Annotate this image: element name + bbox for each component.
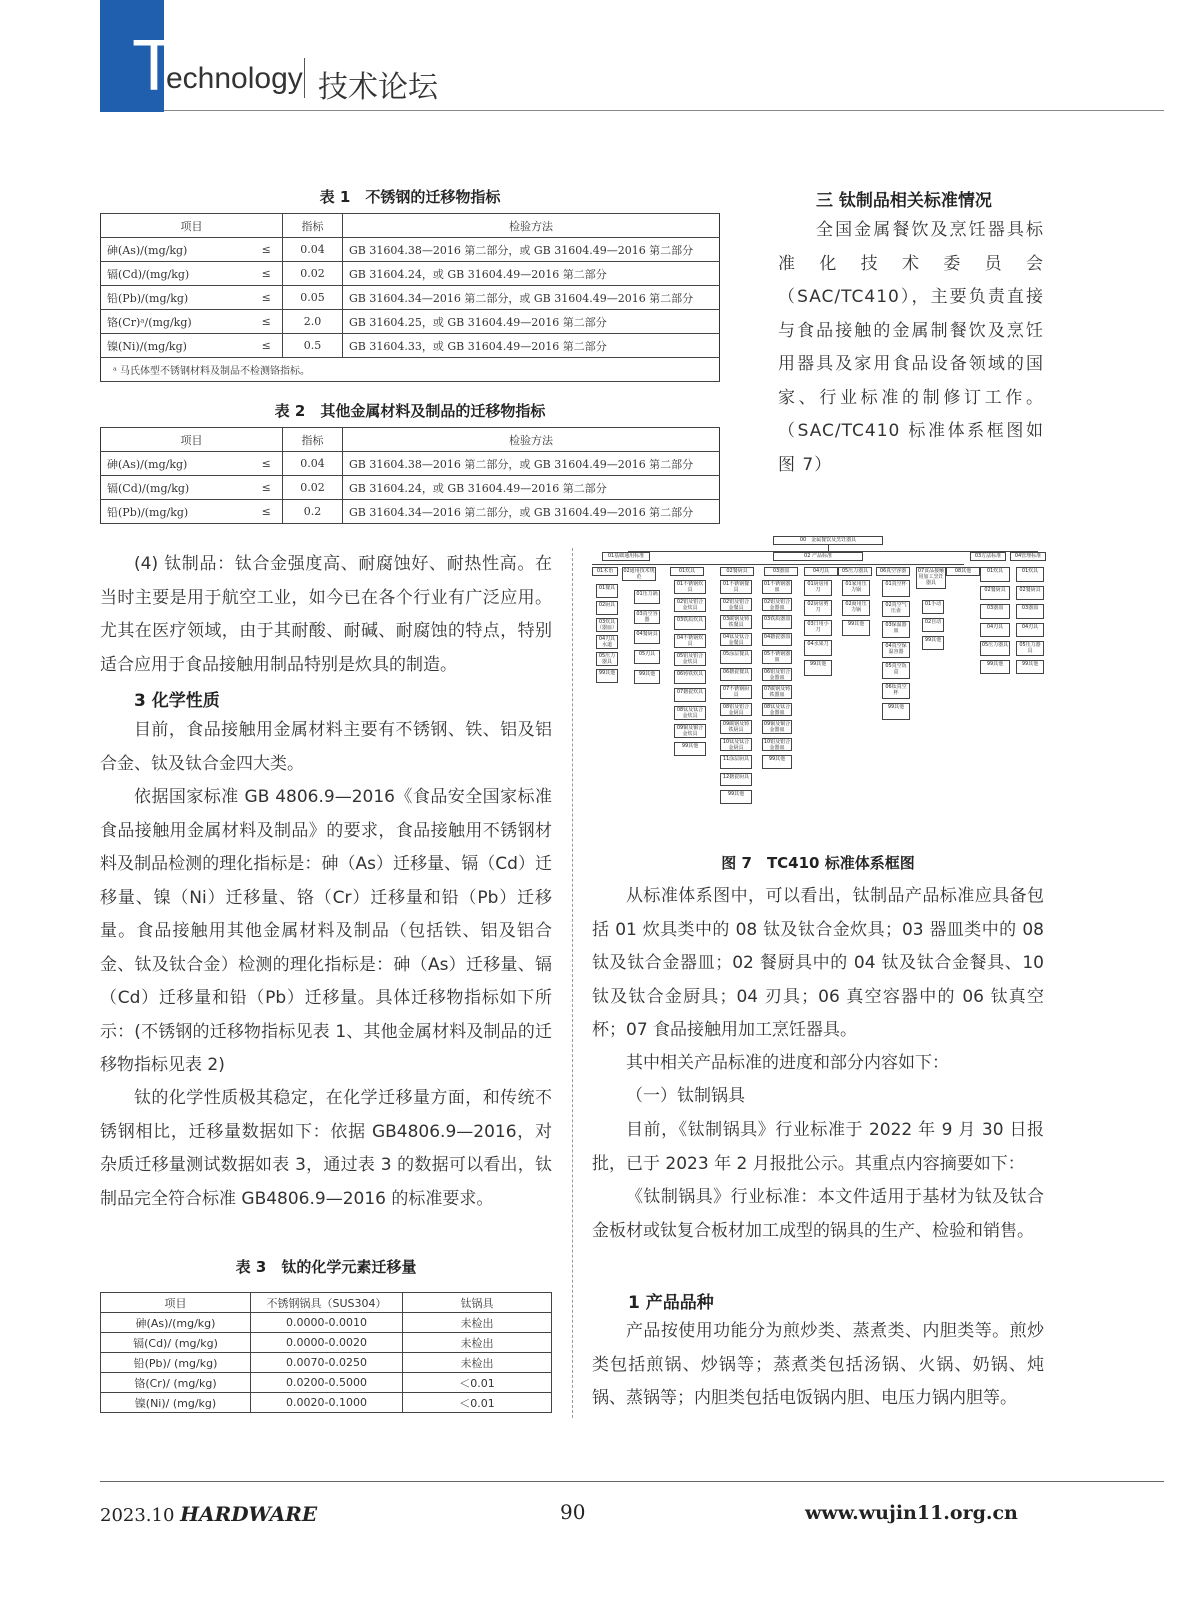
column-divider (572, 548, 573, 1418)
table-row (101, 500, 720, 524)
diagram-node: 06铝及铝合金器皿 (763, 668, 791, 681)
cell: ≤ (251, 476, 283, 500)
table1 (100, 213, 720, 382)
right-paragraph-4: （一）钛制锅具 (626, 1086, 745, 1106)
diagram-node: 04真空保温容器 (882, 642, 910, 659)
cell: 0.0070-0.0250 (251, 1353, 403, 1373)
table2 (100, 427, 720, 524)
cell: 0.05 (283, 286, 343, 310)
diagram-prod: 04刃具 (804, 567, 838, 576)
diagram-node: 08铝及铝合金厨具 (720, 703, 752, 717)
left-paragraph-2: 目前，食品接触用金属材料主要有不锈钢、铁、铝及铝合金、钛及钛合金四大类。 (100, 720, 552, 774)
diagram-node: 03碳钢及铸铁餐具 (720, 615, 752, 629)
diagram-node: 99其他 (674, 742, 706, 756)
diagram-l1: 03方法标准 (970, 552, 1006, 561)
table3-header-titanium: 钛锅具 (403, 1293, 552, 1313)
diagram-node: 07碳钢及铸铁器皿 (763, 686, 791, 698)
diagram-node: 06铸铁炊具 (674, 670, 706, 684)
diagram-node: 02餐厨具 (980, 586, 1010, 601)
diagram-node: 03器皿 (980, 604, 1010, 619)
table3-header-steel: 不锈钢锅具（SUS304） (251, 1293, 403, 1313)
diagram-node: 99其他 (882, 703, 910, 720)
diagram-node: 03日用小刀 (804, 620, 832, 636)
diagram-node: 99其他 (1016, 660, 1044, 675)
cell: 砷(As)/(mg/kg) (101, 452, 251, 476)
diagram-l1: 02 产品标准 (773, 552, 863, 561)
diagram-node: 02自动 (922, 618, 944, 632)
right-paragraph-7: 产品按使用功能分为煎炒类、蒸煮类、内胆类等。煎炒类包括煎锅、炒锅等；蒸煮类包括汤锅、火锅、奶锅、炖锅、蒸锅等；内胆类包括电饭锅内胆、电压力锅内胆等。 (592, 1321, 1044, 1408)
diagram-l1: 04管理标准 (1010, 552, 1046, 561)
diagram-node: 01餐具 (596, 584, 618, 598)
cell: 未检出 (403, 1353, 552, 1373)
table3-caption: 表 3 钛的化学元素迁移量 (235, 1258, 417, 1276)
footer-magazine: HARDWARE (180, 1502, 318, 1526)
diagram-node: 04水果刀 (804, 640, 832, 656)
diagram-node: 04刃具 (980, 623, 1010, 638)
cell: 铅(Pb)/(mg/kg) (101, 286, 251, 310)
cell: ≤ (251, 452, 283, 476)
diagram-node: 04不锈钢炊具 (674, 634, 706, 648)
diagram-prod: 06真空容器 (876, 567, 910, 576)
diagram-node: 01厨房用刀 (804, 580, 832, 596)
diagram-node: 05不锈钢器皿 (763, 651, 791, 663)
right-paragraph-2: 从标准体系图中，可以看出，钛制品产品标准应具备包括 01 炊具类中的 08 钛及钛合金炊具；03 器皿类中的 08 钛及钛合金器皿；02 餐厨具中的 04 钛及钛合金餐具、10 钛及钛合金厨具；04 刃具；06 真空容器中的 06 钛真空杯；07 食品接触用加工烹饪器具。 (592, 886, 1044, 1040)
cell: 镉(Cd)/(mg/kg) (101, 476, 251, 500)
table3 (100, 1292, 552, 1413)
diagram-node: 06搪瓷餐具 (720, 668, 752, 682)
table-row (101, 238, 720, 262)
diagram-node: 01炊具 (1016, 567, 1044, 582)
left-heading-3: 3 化学性质 (134, 691, 220, 711)
diagram-node: 02铝及铝合金器皿 (763, 598, 791, 611)
cell: 镉(Cd)/(mg/kg) (101, 262, 251, 286)
diagram-node: 07搪瓷炊具 (674, 688, 706, 702)
table-row (101, 334, 720, 358)
diagram-node: 05压力器具 (596, 652, 618, 666)
cell: GB 31604.25，或 GB 31604.49—2016 第二部分 (343, 310, 720, 334)
diagram-node: 05涂层餐具 (720, 650, 752, 664)
diagram-node: 06钛真空杯 (882, 683, 910, 700)
diagram-prod: 07食品接触用加工烹饪器具 (916, 567, 946, 589)
diagram-node: 02铝及铝合金餐具 (720, 598, 752, 612)
diagram-node: 03器皿 (1016, 604, 1044, 619)
diagram-node: 01压力锅 (634, 590, 660, 604)
diagram-connector (592, 564, 964, 565)
diagram-prod: 03器皿 (764, 567, 798, 576)
cell: ≤ (251, 310, 283, 334)
table-row (101, 310, 720, 334)
diagram-node: 01术语 (592, 567, 618, 576)
footer-url: www.wujin11.org.cn (805, 1502, 1018, 1524)
diagram-prod: 01炊具 (670, 567, 704, 576)
diagram-node: 10铝及铝合金器皿 (763, 738, 791, 751)
cell: 0.5 (283, 334, 343, 358)
cell: 0.04 (283, 452, 343, 476)
diagram-node: 99其他 (596, 669, 618, 683)
cell: GB 31604.33，或 GB 31604.49—2016 第二部分 (343, 334, 720, 358)
diagram-node: 03真空容器 (634, 610, 660, 624)
cell: 砷(As)/(mg/kg) (101, 1313, 251, 1333)
diagram-node: 02真空气压壶 (882, 601, 910, 618)
diagram-node: 08钛及钛合金器皿 (763, 703, 791, 716)
cell: ≤ (251, 500, 283, 524)
cell: 铬(Cr)ᵃ/(mg/kg) (101, 310, 251, 334)
table-row (101, 476, 720, 500)
page-number: 90 (560, 1500, 586, 1524)
cell: 铅(Pb)/ (mg/kg) (101, 1353, 251, 1373)
header-divider (304, 58, 305, 98)
diagram-prod: 08其他 (946, 567, 980, 576)
diagram-l1: 01基础通用标准 (602, 552, 650, 561)
diagram-node: 05铝及铝合金炊具 (674, 652, 706, 666)
cell: ＜0.01 (403, 1393, 552, 1413)
diagram-node: 03铁质炊具 (674, 616, 706, 630)
header-logo-letter: T (132, 26, 176, 106)
cell: 0.02 (283, 262, 343, 286)
cell: ≤ (251, 262, 283, 286)
right-heading-2: 1 产品品种 (628, 1293, 714, 1313)
figure-7-chart (588, 534, 1048, 844)
table-row (101, 1353, 552, 1373)
table1-caption: 表 1 不锈钢的迁移物指标 (319, 188, 501, 206)
diagram-node: 01不锈钢餐具 (720, 580, 752, 594)
diagram-node: 09铜及铜合金器皿 (763, 721, 791, 733)
cell: 铅(Pb)/(mg/kg) (101, 500, 251, 524)
diagram-node: 99其他 (804, 660, 832, 676)
table3-header-item: 项目 (101, 1293, 251, 1313)
diagram-node: 04钛及钛合金餐具 (720, 633, 752, 647)
right-paragraph-1: 全国金属餐饮及烹饪器具标准化技术委员会（SAC/TC410），主要负责直接与食品接触的金属制餐饮及烹饪用器具及家用食品设备领域的国家、行业标准的制修订工作。（SAC/TC410 标准体系框图如图 7） (778, 220, 1044, 475)
table1-note: ᵃ 马氏体型不锈钢材料及制品不检测铬指标。 (101, 358, 720, 382)
diagram-node: 01家用压力锅 (842, 580, 870, 596)
table-row (101, 262, 720, 286)
right-paragraph-6: 《钛制锅具》行业标准：本文件适用于基材为钛及钛合金板材或钛复合板材加工成型的锅具的生产、检验和销售。 (592, 1187, 1044, 1241)
diagram-node: 01真空杯 (882, 580, 910, 597)
table2-header-method: 检验方法 (343, 428, 720, 452)
cell: 镍(Ni)/(mg/kg) (101, 334, 251, 358)
diagram-node: 07不锈钢厨具 (720, 685, 752, 699)
cell: ＜0.01 (403, 1373, 552, 1393)
table1-header-method: 检验方法 (343, 214, 720, 238)
diagram-node: 02商用压力锅 (842, 600, 870, 616)
cell: 0.02 (283, 476, 343, 500)
left-paragraph-3: 依据国家标准 GB 4806.9—2016《食品安全国家标准 食品接触用金属材料及制品》的要求，食品接触用不锈钢材料及制品检测的理化指标是：砷（As）迁移量、镉（Cd）迁移量、镍（Ni）迁移量、铬（Cr）迁移量和铅（Pb）迁移量。食品接触用其他金属材料及制品（包括铁、铝及铝合金、钛及钛合金）检测的理化指标是：砷（As）迁移量、镉（Cd）迁移量和铅（Pb）迁移量。具体迁移物指标如下所示：(不锈钢的迁移物指标见表 1、其他金属材料及制品的迁移物指标见表 2) (100, 787, 552, 1075)
cell: GB 31604.34—2016 第二部分，或 GB 31604.49—2016 第二部分 (343, 500, 720, 524)
right-paragraph-3: 其中相关产品标准的进度和部分内容如下： (626, 1053, 949, 1073)
diagram-node: 09碳钢及铸铁厨具 (720, 720, 752, 734)
cell: 砷(As)/(mg/kg) (101, 238, 251, 262)
cell: 未检出 (403, 1313, 552, 1333)
diagram-node: 99其他 (842, 620, 870, 636)
diagram-node: 05压力器具 (1016, 641, 1044, 656)
diagram-node: 01不锈钢炊具 (674, 580, 706, 594)
diagram-node: 02铝及铝合金炊具 (674, 598, 706, 612)
cell: 2.0 (283, 310, 343, 334)
cell: 镉(Cd)/ (mg/kg) (101, 1333, 251, 1353)
table-row (101, 1313, 552, 1333)
cell: GB 31604.24，或 GB 31604.49—2016 第二部分 (343, 262, 720, 286)
table-row (101, 1333, 552, 1353)
cell: 0.0000-0.0010 (251, 1313, 403, 1333)
diagram-node: 02餐厨具 (1016, 586, 1044, 601)
diagram-node: 04刃具 (1016, 623, 1044, 638)
table1-header-item: 项目 (101, 214, 283, 238)
diagram-prod: 05压力器具 (838, 567, 872, 576)
table2-caption: 表 2 其他金属材料及制品的迁移物指标 (274, 402, 546, 420)
diagram-node: 99其他 (634, 670, 660, 684)
right-paragraph-5: 目前，《钛制锅具》行业标准于 2022 年 9 月 30 日报批，已于 2023 年 2 月报批公示。其重点内容摘要如下： (592, 1120, 1044, 1174)
diagram-node: 02厨具 (596, 601, 618, 615)
diagram-node: 04搪瓷器皿 (762, 633, 792, 647)
diagram-node: 05刃具 (634, 650, 660, 664)
diagram-node: 08钛及钛合金炊具 (674, 706, 706, 720)
footer-issue (100, 1502, 317, 1526)
cell: GB 31604.34—2016 第二部分，或 GB 31604.49—2016 第二部分 (343, 286, 720, 310)
cell: GB 31604.24，或 GB 31604.49—2016 第二部分 (343, 476, 720, 500)
header-rule (164, 110, 1164, 111)
diagram-node: 09铜及铜合金炊具 (674, 724, 706, 738)
cell: GB 31604.38—2016 第二部分，或 GB 31604.49—2016 第二部分 (343, 452, 720, 476)
table-row (101, 286, 720, 310)
diagram-node: 11涂层厨具 (720, 755, 752, 769)
diagram-node: 99其他 (922, 636, 944, 650)
diagram-node: 04餐厨具 (634, 630, 660, 644)
diagram-prod: 02餐厨具 (720, 567, 754, 576)
diagram-root: 00 金属餐饮及烹饪器具 (773, 536, 883, 545)
cell: GB 31604.38—2016 第二部分，或 GB 31604.49—2016 第二部分 (343, 238, 720, 262)
cell: 0.2 (283, 500, 343, 524)
diagram-node: 01手动 (922, 600, 944, 614)
cell: ≤ (251, 238, 283, 262)
diagram-node: 05真空饭盒 (882, 662, 910, 679)
diagram-node: 03保温器皿 (882, 621, 910, 638)
footer-rule (100, 1481, 1164, 1482)
diagram-node: 04刃具水道 (596, 635, 618, 649)
diagram-node: 12搪瓷厨具 (720, 773, 752, 787)
table-row (101, 1373, 552, 1393)
cell: 0.04 (283, 238, 343, 262)
table2-header-index: 指标 (283, 428, 343, 452)
cell: 0.0200-0.5000 (251, 1373, 403, 1393)
diagram-node: 99其他 (762, 755, 792, 769)
cell: 0.0000-0.0020 (251, 1333, 403, 1353)
figure-7-caption: 图 7 TC410 标准体系框图 (721, 854, 915, 872)
cell: 镍(Ni)/ (mg/kg) (101, 1393, 251, 1413)
cell: 0.0020-0.1000 (251, 1393, 403, 1413)
diagram-node: 10钛及钛合金厨具 (720, 738, 752, 752)
table2-header-item: 项目 (101, 428, 283, 452)
diagram-node: 03炊具（器皿） (597, 619, 618, 631)
header-logo-word: echnology (166, 62, 303, 95)
header-section-title: 技术论坛 (318, 70, 438, 105)
diagram-node: 02厨房剪刀 (804, 600, 832, 616)
right-heading-1: 三 钛制品相关标准情况 (816, 191, 992, 211)
table-row (101, 452, 720, 476)
table1-header-index: 指标 (283, 214, 343, 238)
cell: ≤ (251, 334, 283, 358)
diagram-node: 02通用技术规范 (623, 568, 655, 580)
left-paragraph-1: (4) 钛制品：钛合金强度高、耐腐蚀好、耐热性高。在当时主要是用于航空工业，如今已在各个行业有广泛应用。尤其在医疗领域，由于其耐酸、耐碱、耐腐蚀的特点，特别适合应用于食品接触用制品特别是炊具的制造。 (100, 554, 552, 675)
left-paragraph-4: 钛的化学性质极其稳定，在化学迁移量方面，和传统不锈钢相比，迁移量数据如下：依据 GB4806.9—2016，对杂质迁移量测试数据如表 3，通过表 3 的数据可以看出，钛制品完全符合标准 GB4806.9—2016 的标准要求。 (100, 1088, 552, 1209)
table-row (101, 1393, 552, 1413)
diagram-node: 99其他 (720, 790, 752, 804)
cell: 未检出 (403, 1333, 552, 1353)
diagram-node: 99其他 (980, 660, 1010, 675)
diagram-node: 01不锈钢器皿 (763, 581, 791, 593)
diagram-node: 05压力器具 (980, 641, 1010, 656)
cell: ≤ (251, 286, 283, 310)
cell: 铬(Cr)/ (mg/kg) (101, 1373, 251, 1393)
diagram-node: 01炊具 (980, 567, 1010, 582)
footer-year: 2023.10 (100, 1505, 175, 1526)
diagram-node: 03铁质器皿 (762, 615, 792, 629)
